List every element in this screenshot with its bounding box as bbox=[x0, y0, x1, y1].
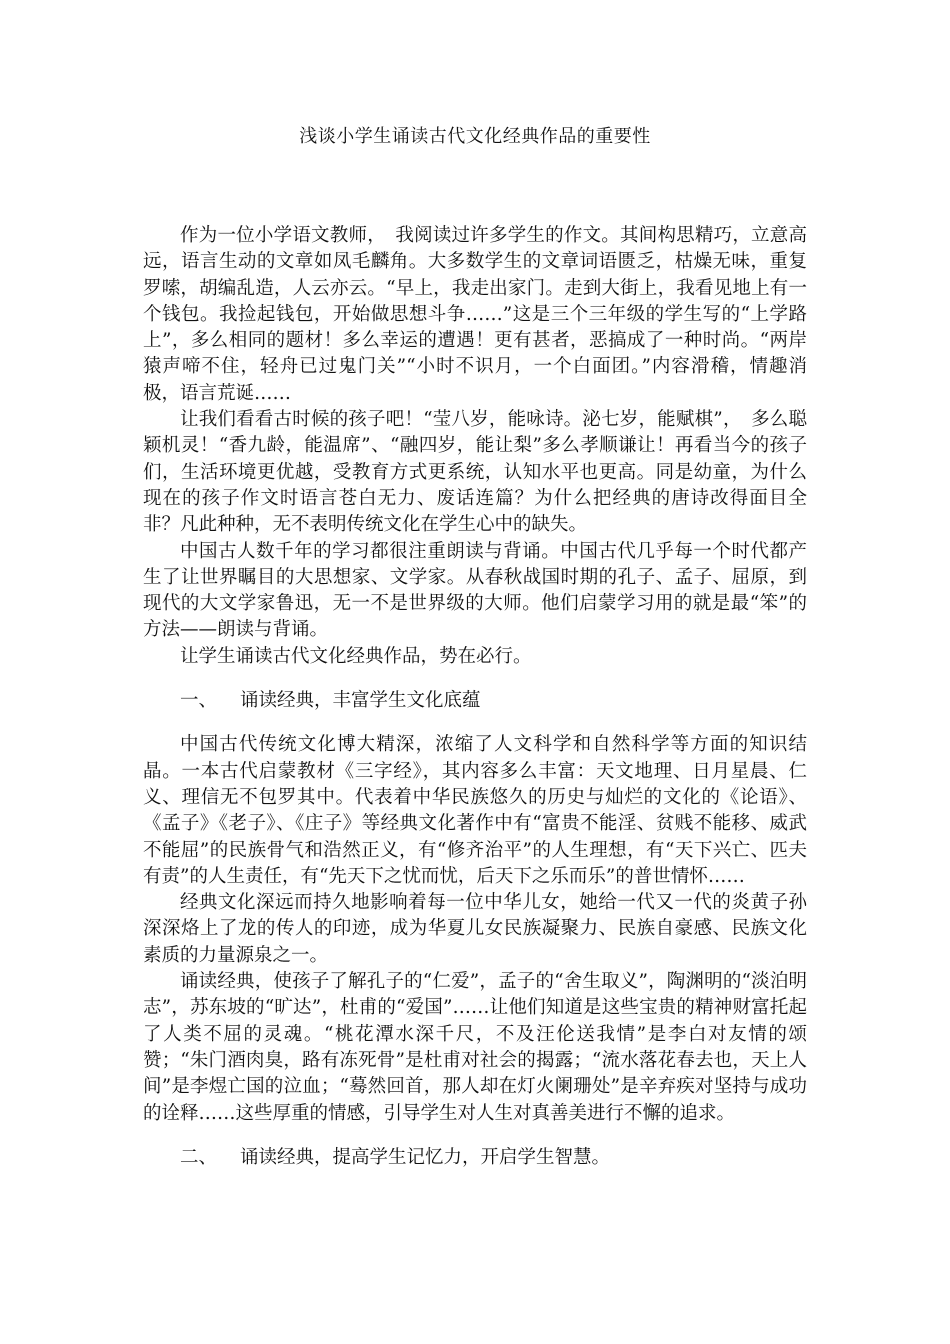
paragraph: 作为一位小学语文教师， 我阅读过许多学生的作文。其间构思精巧，立意高远，语言生动的文章如凤毛麟角。大多数学生的文章词语匮乏，枯燥无味，重复罗嗦，胡编乱造，人云亦云。“早上，我走出家门。走到大街上，我看见地上有一个钱包。我捡起钱包，开始做思想斗争……”这是三个三年级的学生写的“上学路上”，多么相同的题材！多么幸运的遭遇！更有甚者，恶搞成了一种时尚。“两岸猿声啼不住，轻舟已过鬼门关”“小时不识月，一个白面团。”内容滑稽，情趣消极，语言荒诞…… bbox=[143, 225, 807, 404]
section-heading-1 bbox=[143, 688, 807, 714]
section-heading-text: 诵读经典，提高学生记忆力，开启学生智慧。 bbox=[240, 1146, 611, 1168]
paragraph: 诵读经典，使孩子了解孔子的“仁爱”，孟子的“舍生取义”，陶渊明的“淡泊明志”，苏东坡的“旷达”，杜甫的“爱国”……让他们知道是这些宝贵的精神财富托起了人类不屈的灵魂。“桃花潭水深千尺，不及汪伦送我情”是李白对友情的颂赞；“朱门酒肉臭，路有冻死骨”是杜甫对社会的揭露；“流水落花春去也，天上人间”是李煜亡国的泣血；“蓦然回首，那人却在灯火阑珊处”是辛弃疾对坚持与成功的诠释……这些厚重的情感，引导学生对人生对真善美进行不懈的追求。 bbox=[143, 971, 807, 1124]
document-title: 浅谈小学生诵读古代文化经典作品的重要性 bbox=[299, 126, 651, 147]
paragraph: 让我们看看古时候的孩子吧！“莹八岁，能咏诗。泌七岁，能赋棋”， 多么聪颖机灵！“香九龄，能温席”、“融四岁，能让梨”多么孝顺谦让！再看当今的孩子们，生活环境更优越，受教育方式更系统，认知水平也更高。同是幼童，为什么现在的孩子作文时语言苍白无力、废话连篇？为什么把经典的唐诗改得面目全非？凡此种种，无不表明传统文化在学生心中的缺失。 bbox=[143, 409, 807, 536]
paragraph: 让学生诵读古代文化经典作品，势在必行。 bbox=[180, 645, 532, 667]
section-number: 二、 bbox=[180, 1146, 218, 1168]
section-heading-text: 诵读经典，丰富学生文化底蕴 bbox=[240, 690, 481, 712]
section-number: 一、 bbox=[180, 690, 218, 712]
section-heading-2 bbox=[143, 1145, 807, 1171]
paragraph: 经典文化深远而持久地影响着每一位中华儿女，她给一代又一代的炎黄子孙深深烙上了龙的传人的印迹，成为华夏儿女民族凝聚力、民族自豪感、民族文化素质的力量源泉之一。 bbox=[143, 892, 807, 966]
document-body bbox=[143, 223, 807, 1189]
paragraph: 中国古人数千年的学习都很注重朗读与背诵。中国古代几乎每一个时代都产生了让世界瞩目的大思想家、文学家。从春秋战国时期的孔子、孟子、屈原，到现代的大文学家鲁迅，无一不是世界级的大师。他们启蒙学习用的就是最“笨”的方法——朗读与背诵。 bbox=[143, 540, 807, 641]
paragraph: 中国古代传统文化博大精深，浓缩了人文科学和自然科学等方面的知识结晶。一本古代启蒙教材《三字经》，其内容多么丰富：天文地理、日月星晨、仁义、理信无不包罗其中。代表着中华民族悠久的历史与灿烂的文化的《论语》、《孟子》《老子》、《庄子》等经典文化著作中有“富贵不能淫、贫贱不能移、威武不能屈”的民族骨气和浩然正义，有“修齐治平”的人生理想，有“天下兴亡、匹夫有责”的人生责任，有“先天下之忧而忧，后天下之乐而乐”的普世情怀…… bbox=[143, 734, 807, 887]
